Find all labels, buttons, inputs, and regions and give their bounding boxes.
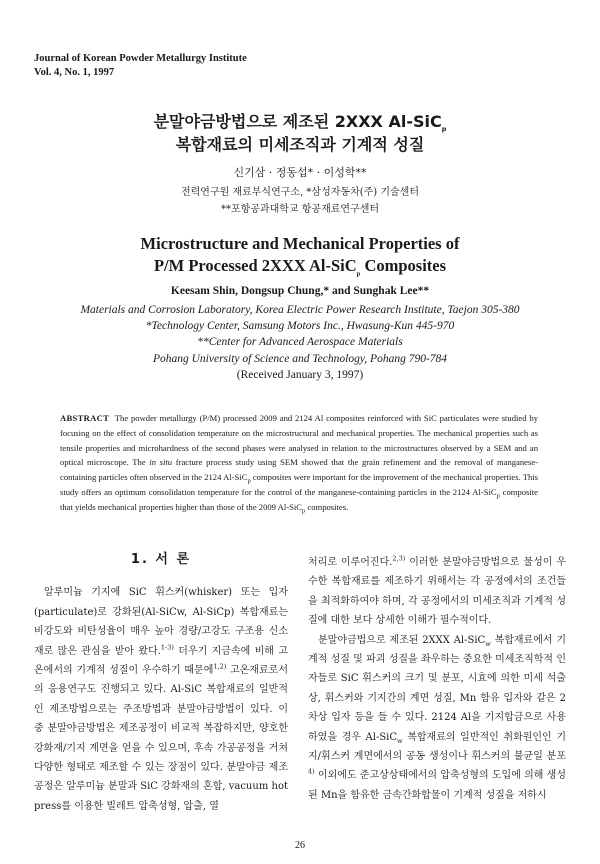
korean-affil-line2: **포항공과대학교 항공재료연구센터 <box>220 204 380 215</box>
english-affil-line3: **Center for Advanced Aerospace Materials <box>197 336 403 349</box>
body-paragraph: 처리로 이루어진다.$^{2,3)}$ 이러한 분말야금방법으로 물성이 우수한 복합재료를 제조하기 위해서는 각 공정에서의 조건들을 최적화하여야 하며, 각 공정에서의 미세조직과 기계적 성질에 대한 보다 상세한 이해가 필수적이다. <box>308 554 566 627</box>
abstract-label: ABSTRACT <box>60 413 110 423</box>
page-number: 26 <box>295 840 305 851</box>
english-title <box>0 233 600 277</box>
journal-header <box>34 52 247 80</box>
journal-name: Journal of Korean Powder Metallurgy Institute <box>34 53 247 64</box>
english-authors: Keesam Shin, Dongsup Chung,* and Sunghak Lee** <box>170 285 430 297</box>
section-heading: 1. 서 론 <box>130 552 192 567</box>
body-paragraph: 분말야금법으로 제조된 2XXX Al-SiC$_w$ 복합재료에서 기계적 성질 및 파괴 성질을 좌우하는 중요한 미세조직학적 인자들로 SiC 휘스커의 크기 및 분포, 시효에 의한 미세 석출상, 휘스커와 기지간의 계면 성질, Mn 함유 입자와 같은 2차상 입자 등을 들 수 있다. 2124 Al을 기지합금으로 사용하였을 경우 Al-SiC$_w$ 복합재료의 일반적인 취화원인인 기지/휘스커 계면에서의 공동 생성이나 휘스커의 불균일 분포$^{4)}$ 이외에도 준고상상태에서의 압축성형의 도입에 의해 생성된 Mn을 함유한 금속간화합물이 기계적 성질을 저하시 <box>308 634 566 801</box>
english-title-line2: P/M Processed 2XXX Al-SiC$_p$ Composites <box>153 256 447 278</box>
abstract: ABSTRACT The powder metallurgy (P/M) processed 2009 and 2124 Al composites reinforced with SiC particulates were studied by focusing on the effect of consolidation temperature on the microstructural and mechanical properties. The mechanical properties such as tensile properties and microhardness of the second phases were analysed in relation to the microstructures observed by a SEM and an optical microscope. The in situ fracture process study using SEM showed that the grain refinement and the removal of manganese-containing particles often observed in the 2124 Al-SiC$_p$ composites were important for the improvement of the mechanical properties. This study offers an optimum consolidation temperature for the control of the manganese-containing particles in the 2124 Al-SiC$_p$ composite that yields mechanical properties higher than those of the 2009 Al-SiC$_p$ composites. <box>60 413 539 515</box>
korean-authors: 신기삼 · 정동섭* · 이성학** <box>233 166 367 179</box>
body-column-right <box>308 553 566 805</box>
body-paragraph: 알루미늄 기지에 SiC 휘스커(whisker) 또는 입자(particulate)로 강화된(Al-SiCw, Al-SiCp) 복합재료는 비강도와 비탄성율이 매우 높아 경량/고강도 구조용 신소재로 많은 관심을 받아 왔다.$^{1-3)}$ 더우기 지금속에 비해 고온에서의 기계적 성질이 우수하기 때문에$^{1,2)}$ 고온재료로서의 응용연구도 진행되고 있다. Al-SiC 복합재료의 일반적인 제조방법으로는 주조방법과 분말야금방법이 있다. 이 중 분말야금방법은 제조공정이 비교적 복잡하지만, 양호한 강화재/기지 계면을 얻을 수 있으며, 후속 가공공정을 거쳐 다양한 형태로 제조할 수 있는 장점이 있다. 분말야금 제조공정은 알루미늄 분말과 SiC 강화재의 혼합, vacuum hot press를 이용한 빌레트 압축성형, 압출, 열 <box>34 587 288 812</box>
body-column-left <box>34 550 288 816</box>
journal-volume: Vol. 4, No. 1, 1997 <box>34 67 115 78</box>
english-affiliations <box>0 302 600 383</box>
received-date: (Received January 3, 1997) <box>236 368 364 381</box>
korean-title-line1: 분말야금방법으로 제조된 2XXX Al-SiC$_p$ <box>153 112 447 134</box>
korean-title <box>0 110 600 156</box>
korean-affil-line1: 전력연구원 재료부식연구소, *삼성자동차(주) 기술센터 <box>180 187 420 198</box>
english-affil-line4: Pohang University of Science and Technology, Pohang 790-784 <box>152 352 448 365</box>
korean-title-line2: 복합재료의 미세조직과 기계적 성질 <box>175 135 425 154</box>
english-title-line1: Microstructure and Mechanical Properties of <box>140 234 460 253</box>
english-affil-line1: Materials and Corrosion Laboratory, Korea Electric Power Research Institute, Taejon 305-380 <box>80 304 520 316</box>
korean-affiliations <box>0 184 600 218</box>
english-affil-line2: *Technology Center, Samsung Motors Inc., Hwasung-Kun 445-970 <box>145 320 455 333</box>
